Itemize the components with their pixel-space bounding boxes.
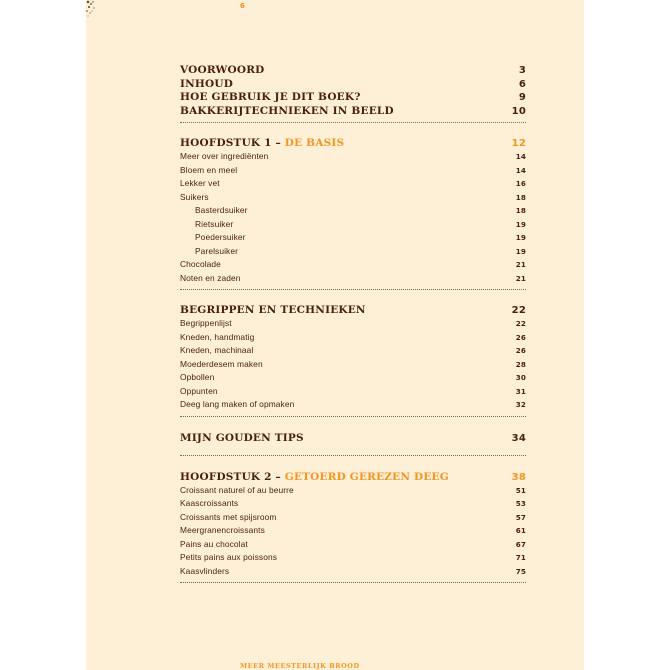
toc-entry-page: 10 <box>511 105 526 117</box>
toc-item-page: 19 <box>515 219 526 229</box>
ink-speckle-decoration <box>86 0 100 20</box>
toc-item[interactable] <box>180 565 526 579</box>
toc-item-page: 57 <box>515 512 526 522</box>
toc-item-label: Kaasvlinders <box>180 565 230 576</box>
toc-item[interactable] <box>180 497 526 511</box>
chapter-2-heading[interactable] <box>180 470 526 484</box>
tips-section <box>180 431 526 445</box>
dotted-divider <box>180 582 526 583</box>
chapter-title: GETOERD GEREZEN DEEG <box>284 470 449 483</box>
toc-item-page: 19 <box>515 246 526 256</box>
front-matter <box>180 64 526 118</box>
section-title: BEGRIPPEN EN TECHNIEKEN <box>180 304 366 316</box>
toc-item-label: Moederdesem maken <box>180 358 263 369</box>
toc-item-page: 14 <box>515 165 526 175</box>
techniques-section <box>180 303 526 412</box>
toc-item-page: 21 <box>515 273 526 283</box>
toc-item-label: Opbollen <box>180 372 215 382</box>
chapter-title: DE BASIS <box>284 137 345 149</box>
toc-item-label: Oppunten <box>180 385 218 396</box>
toc-item-label: Suikers <box>180 191 209 202</box>
toc-subitem[interactable] <box>180 218 526 232</box>
toc-entry-label: HOE GEBRUIK JE DIT BOEK? <box>180 91 361 103</box>
section-page: 22 <box>511 305 526 316</box>
toc-item-page: 14 <box>515 152 526 161</box>
toc-item-page: 31 <box>515 386 526 396</box>
toc-item-label: Croissant naturel of au beurre <box>180 484 294 495</box>
toc-entry-inhoud[interactable] <box>180 78 526 92</box>
page-number: 6 <box>240 2 245 10</box>
toc-item-label: Basterdsuiker <box>195 205 248 215</box>
toc-item-page: 32 <box>515 400 526 409</box>
toc-entry-hoe-gebruik[interactable] <box>180 91 526 105</box>
toc-item[interactable] <box>180 191 526 205</box>
toc-item[interactable] <box>180 331 526 345</box>
chapter-prefix: HOOFDSTUK 1 – <box>180 137 285 149</box>
running-footer: MEER MEESTERLIJK BROOD <box>240 662 360 670</box>
toc-entry-label: VOORWOORD <box>180 64 265 76</box>
toc-item-page: 16 <box>515 179 526 188</box>
toc-item-label: Lekker vet <box>180 178 220 188</box>
toc-item[interactable] <box>180 484 526 498</box>
dotted-divider <box>180 122 526 123</box>
dotted-divider <box>180 455 526 456</box>
toc-item-page: 18 <box>515 192 526 202</box>
toc-item-label: Meergranencroissants <box>180 525 265 535</box>
chapter-page: 38 <box>511 471 526 483</box>
toc-item-label: Noten en zaden <box>180 272 241 283</box>
toc-item-label: Croissants met spijsroom <box>180 511 277 522</box>
toc-item-page: 21 <box>515 260 526 269</box>
chapter-page: 12 <box>511 138 526 149</box>
toc-entry-page: 9 <box>518 92 526 103</box>
toc-item-label: Kneden, handmatig <box>180 331 255 342</box>
toc-item[interactable] <box>180 164 526 178</box>
toc-item-page: 19 <box>515 233 526 242</box>
toc-item[interactable] <box>180 317 526 331</box>
toc-item-page: 26 <box>515 332 526 342</box>
toc-entry-bakkerijtechnieken[interactable] <box>180 105 526 119</box>
toc-item[interactable] <box>180 258 526 272</box>
toc-item-label: Deeg lang maken of opmaken <box>180 399 295 409</box>
toc-item-page: 26 <box>515 346 526 355</box>
toc-item-page: 67 <box>515 539 526 549</box>
toc-item[interactable] <box>180 398 526 412</box>
tips-heading[interactable] <box>180 431 526 445</box>
chapter-2-section <box>180 470 526 579</box>
toc-item-label: Parelsuiker <box>195 245 238 256</box>
toc-subitem[interactable] <box>180 245 526 259</box>
toc-item[interactable] <box>180 358 526 372</box>
toc-item-label: Meer over ingrediënten <box>180 151 269 161</box>
table-of-contents <box>180 64 526 583</box>
techniques-heading[interactable] <box>180 303 526 317</box>
toc-item-page: 71 <box>515 553 526 562</box>
dotted-divider <box>180 416 526 417</box>
toc-item-page: 61 <box>515 526 526 535</box>
toc-item-page: 18 <box>515 206 526 215</box>
toc-item[interactable] <box>180 371 526 385</box>
toc-subitem[interactable] <box>180 231 526 245</box>
section-page: 34 <box>511 432 526 444</box>
toc-item-label: Bloem en meel <box>180 164 238 175</box>
chapter-1-heading[interactable] <box>180 136 526 150</box>
toc-entry-label: BAKKERIJTECHNIEKEN IN BEELD <box>180 104 394 117</box>
chapter-prefix: HOOFDSTUK 2 – <box>180 470 285 483</box>
toc-item-page: 28 <box>515 359 526 369</box>
toc-item-label: Poedersuiker <box>195 232 246 242</box>
chapter-1-section <box>180 136 526 285</box>
toc-item-label: Petits pains aux poissons <box>180 552 278 562</box>
section-title: MIJN GOUDEN TIPS <box>180 431 304 444</box>
toc-item-label: Chocolade <box>180 259 221 269</box>
toc-item[interactable] <box>180 385 526 399</box>
toc-item-label: Rietsuiker <box>195 218 234 229</box>
toc-entry-page: 6 <box>518 78 526 90</box>
book-page <box>86 0 584 670</box>
dotted-divider <box>180 289 526 290</box>
toc-item-label: Kaascroissants <box>180 498 239 508</box>
toc-item[interactable] <box>180 177 526 191</box>
toc-entry-page: 3 <box>518 65 526 76</box>
toc-item-label: Begrippenlijst <box>180 318 232 328</box>
toc-item[interactable] <box>180 511 526 525</box>
toc-item[interactable] <box>180 344 526 358</box>
toc-item[interactable] <box>180 150 526 164</box>
toc-item[interactable] <box>180 524 526 538</box>
toc-item[interactable] <box>180 551 526 565</box>
toc-item-page: 75 <box>515 566 526 576</box>
toc-item[interactable] <box>180 272 526 286</box>
toc-item-page: 51 <box>515 485 526 495</box>
toc-item-page: 22 <box>515 319 526 328</box>
toc-entry-label: INHOUD <box>180 77 234 90</box>
toc-item-label: Pains au chocolat <box>180 538 248 549</box>
toc-item-label: Kneden, machinaal <box>180 345 254 355</box>
toc-item-page: 30 <box>515 373 526 382</box>
toc-subitem[interactable] <box>180 204 526 218</box>
toc-item-page: 53 <box>515 499 526 508</box>
toc-entry-voorwoord[interactable] <box>180 64 526 78</box>
toc-item[interactable] <box>180 538 526 552</box>
